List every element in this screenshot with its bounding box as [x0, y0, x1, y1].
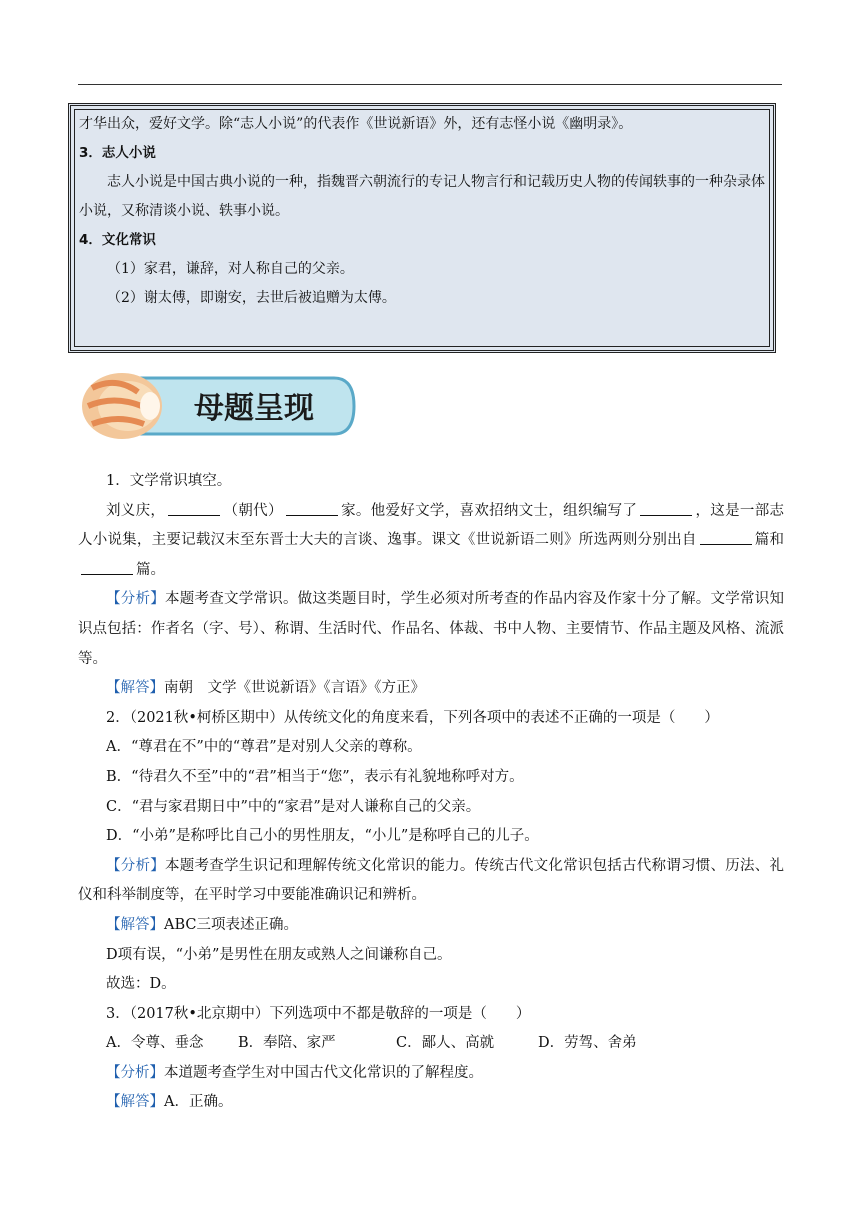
section-heading: 4．文化常识	[79, 232, 156, 248]
q1-stem: 1．文学常识填空。	[106, 473, 232, 489]
q2-option-a: A．“尊君在不”中的“尊君”是对别人父亲的尊称。	[106, 739, 422, 756]
answer-tag: 【解答】	[106, 916, 164, 933]
q3-option-d: D．劳驾、舍弟	[538, 1035, 637, 1052]
q2-option-c: C．“君与家君期日中”中的“家君”是对人谦称自己的父亲。	[106, 798, 481, 815]
q1-analysis	[78, 585, 784, 674]
q2-answer-line: D项有误，“小弟”是男性在朋友或熟人之间谦称自己。	[106, 946, 452, 963]
main-content	[78, 467, 784, 1118]
q2-stem: 2．（2021秋•柯桥区期中）从传统文化的角度来看，下列各项中的表述不正确的一项是（ ）	[106, 709, 719, 726]
blank-line	[700, 530, 752, 545]
blank-line	[640, 501, 692, 516]
q2-option-d: D．“小弟”是称呼比自己小的男性朋友，“小儿”是称呼自己的儿子。	[106, 828, 539, 845]
analysis-tag: 【分析】	[106, 591, 165, 608]
section-banner	[82, 368, 358, 444]
box-item: （2）谢太傅，即谢安，去世后被追赠为太傅。	[107, 290, 396, 306]
q2-analysis	[78, 852, 784, 911]
q1-text: （朝代）	[223, 502, 283, 519]
section-heading: 3．志人小说	[79, 145, 156, 161]
q3-stem: 3．（2017秋•北京期中）下列选项中不都是敬辞的一项是（ ）	[106, 1005, 531, 1022]
q1-text: 篇和	[754, 532, 785, 549]
answer-text: ABC三项表述正确。	[164, 916, 298, 933]
q3-analysis	[78, 1059, 784, 1089]
q2-answer-line: 故选：D。	[106, 976, 176, 993]
blank-line	[286, 501, 338, 516]
q1-answer	[78, 674, 784, 704]
answer-text: A．正确。	[164, 1094, 233, 1111]
box-line: 才华出众，爱好文学。除“志人小说”的代表作《世说新语》外，还有志怪小说《幽明录》。	[79, 116, 633, 132]
answer-tag: 【解答】	[106, 1094, 164, 1111]
q3-option-b: B．奉陪、家严	[238, 1035, 336, 1052]
analysis-tag: 【分析】	[106, 857, 165, 874]
q1-body	[78, 497, 784, 586]
q1-text: 刘义庆，	[106, 502, 166, 519]
analysis-tag: 【分析】	[106, 1064, 164, 1081]
analysis-text: 本道题考查学生对中国古代文化常识的了解程度。	[164, 1064, 483, 1081]
box-item: （1）家君，谦辞，对人称自己的父亲。	[107, 261, 354, 277]
answer-tag: 【解答】	[106, 680, 164, 697]
q3-options	[78, 1029, 784, 1059]
header-rule	[78, 84, 782, 85]
blank-line	[81, 560, 133, 575]
box-paragraph: 志人小说是中国古典小说的一种，指魏晋六朝流行的专记人物言行和记载历史人物的传闻轶事的一种杂录体小说，又称清谈小说、轶事小说。	[79, 174, 765, 219]
knowledge-box	[68, 103, 776, 353]
analysis-text: 本题考查文学常识。做这类题目时，学生必须对所考查的作品内容及作家十分了解。文学常识知识点包括：作者名（字、号）、称谓、生活时代、作品名、体裁、书中人物、主要情节、作品主题及风格、流派等。	[78, 591, 785, 667]
banner-title: 母题呈现	[194, 391, 314, 426]
q3-option-c: C．鄙人、高就	[396, 1035, 495, 1052]
q3-answer	[78, 1088, 784, 1118]
banner-graphic	[82, 368, 358, 444]
analysis-text: 本题考查学生识记和理解传统文化常识的能力。传统古代文化常识包括古代称谓习惯、历法、礼仪和科举制度等，在平时学习中要能准确识记和辨析。	[78, 857, 785, 904]
q2-option-b: B．“待君久不至”中的“君”相当于“您”，表示有礼貌地称呼对方。	[106, 768, 524, 785]
shell-icon	[82, 373, 162, 439]
q1-text: 篇。	[136, 561, 165, 578]
q3-option-a: A．令尊、垂念	[106, 1035, 204, 1052]
q2-answer	[78, 911, 784, 941]
q1-text: ，这是一部志人小说集，主要记载汉末至东晋士大夫的言谈、逸事。课文《世说新语二则》所选两则分别出自	[78, 502, 785, 549]
answer-text: 南朝 文学《世说新语》《言语》《方正》	[164, 680, 425, 697]
blank-line	[168, 501, 220, 516]
q1-text: 家。他爱好文学，喜欢招纳文士，组织编写了	[340, 502, 638, 519]
